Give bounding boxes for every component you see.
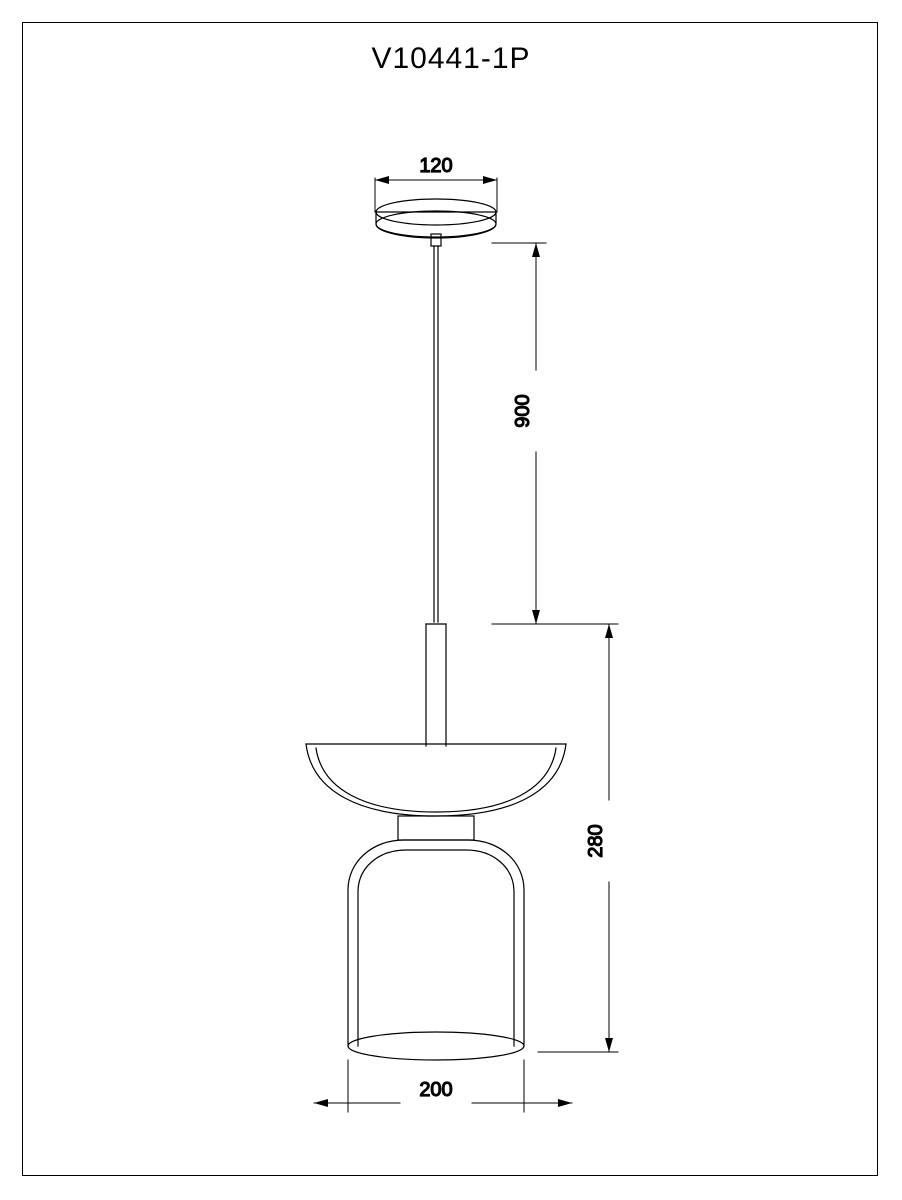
collar-ring bbox=[398, 816, 474, 840]
upper-dish-diffuser bbox=[306, 744, 566, 816]
dimension-label-200: 200 bbox=[419, 1079, 453, 1101]
stem-tube bbox=[426, 624, 446, 746]
page-title: V10441-1P bbox=[371, 42, 531, 75]
dimension-label-120: 120 bbox=[419, 155, 453, 177]
dimension-suspension-length bbox=[492, 243, 546, 624]
suspension-cable bbox=[434, 246, 438, 622]
glass-shade bbox=[348, 840, 524, 1060]
dimension-label-900: 900 bbox=[512, 394, 534, 428]
dimension-canopy-width bbox=[375, 176, 497, 212]
dimension-label-280: 280 bbox=[585, 824, 607, 858]
ceiling-canopy bbox=[376, 199, 496, 246]
